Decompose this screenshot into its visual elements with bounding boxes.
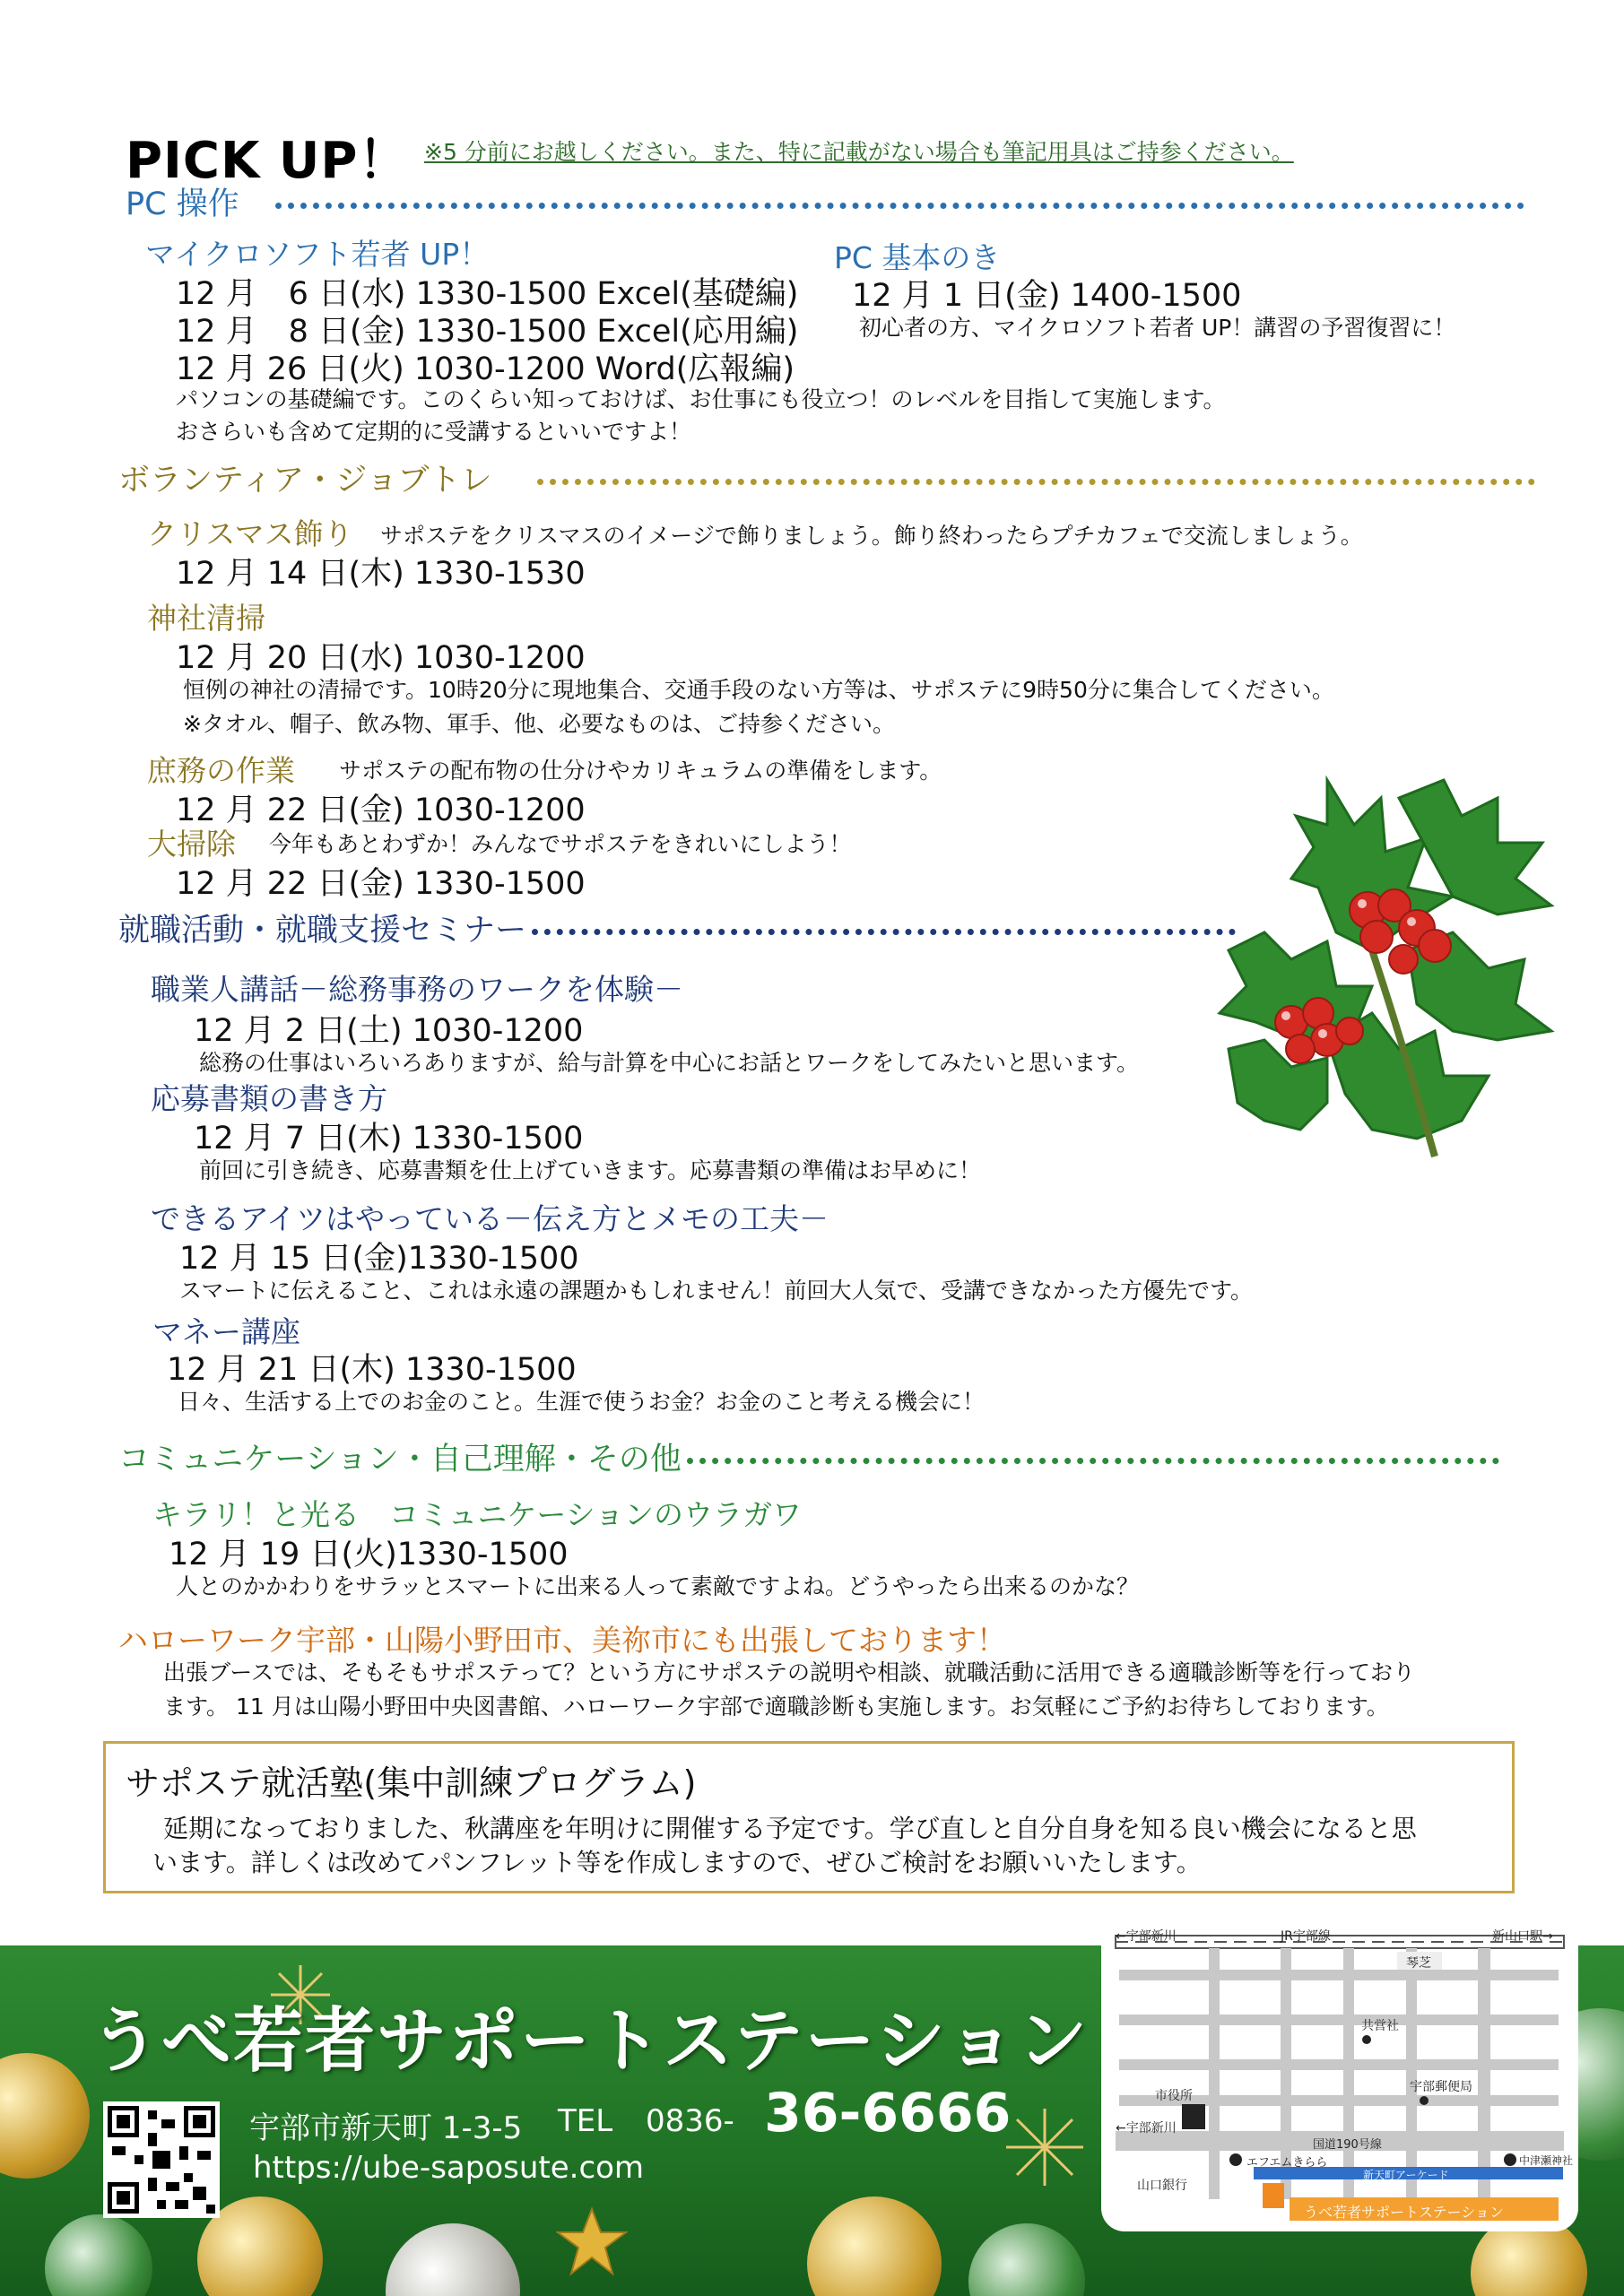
tel-prefix: 0836- (646, 2103, 734, 2139)
course-description: サポステの配布物の仕分けやカリキュラムの準備をします。 (339, 758, 942, 784)
section-pc (126, 179, 1524, 224)
course-title: キラリ！と光る コミュニケーションのウラガワ (152, 1497, 803, 1532)
course-date: 12 月 19 日(火)1330-1500 (169, 1537, 569, 1573)
section-heading-volunteer: ボランティア・ジョブトレ (118, 463, 492, 498)
course-description: 総務の仕事はいろいろありますが、給与計算を中心にお話とワークをしてみたいと思います。 (199, 1050, 1140, 1076)
course-title: 大掃除 (147, 827, 236, 862)
course-date: 12 月 7 日(木) 1330-1500 (194, 1121, 584, 1157)
course-description: スマートに伝えること、これは永遠の課題かもしれません！前回大人気で、受講できなかった方優先です。 (179, 1278, 1254, 1304)
course-date: 12 月 6 日(水) 1330-1500 Excel(基礎編) (176, 276, 799, 312)
course-title: PC 基本のき (834, 240, 1001, 275)
course-date: 12 月 21 日(木) 1330-1500 (167, 1352, 577, 1388)
course-description: 人とのかかわりをサラッとスマートに出来る人って素敵ですよね。どうやったら出来るのかな？ (176, 1573, 1140, 1599)
ornament-icon (386, 2223, 520, 2296)
course-date: 12 月 22 日(金) 1330-1500 (176, 866, 586, 902)
section-heading-pc: PC 操作 (126, 186, 239, 222)
organization-name: うべ若者サポートステーション (90, 2001, 1090, 2082)
map-label: うべ若者サポートステーション (1304, 2204, 1504, 2221)
hellowork-description: ます。 11 月は山陽小野田中央図書館、ハローワーク宇部で適職診断も実施します。お気軽にご予約お待ちしております。 (163, 1694, 1389, 1720)
map-label: エフエムきらら (1246, 2156, 1328, 2170)
holly-icon (1193, 744, 1569, 1210)
hellowork-title: ハローワーク宇部・山陽小野田市、美祢市にも出張しております！ (118, 1623, 1006, 1658)
map-label: JR宇部線 (1281, 1929, 1331, 1944)
course-date: 12 月 26 日(火) 1030-1200 Word(広報編) (176, 351, 795, 387)
section-divider (537, 479, 1535, 485)
course-description: 今年もあとわずか！みんなでサポステをきれいにしよう！ (269, 831, 852, 857)
map-label: 琴芝 (1406, 1956, 1431, 1971)
page-title: PICK UP！ (126, 132, 410, 190)
map-label: ←宇部新川 (1116, 2121, 1177, 2136)
course-date: 12 月 15 日(金)1330-1500 (179, 1241, 579, 1277)
map-label: 新天町アーケード (1363, 2169, 1449, 2181)
ornament-icon (968, 2223, 1085, 2296)
ornament-icon (807, 2196, 942, 2296)
ornament-icon (0, 2053, 90, 2179)
map-label: 宇部郵便局 (1410, 2080, 1472, 2094)
course-description: 前回に引き続き、応募書類を仕上げていきます。応募書類の準備はお早めに！ (199, 1157, 982, 1183)
course-title: 職業人講話－総務事務のワークを体験－ (151, 972, 683, 1007)
section-divider (275, 203, 1524, 209)
program-description: います。詳しくは改めてパンフレット等を作成しますので、ぜひご検討をお願いいたします。 (152, 1848, 1202, 1877)
qr-code-icon[interactable] (103, 2101, 220, 2218)
course-title: マネー講座 (152, 1314, 300, 1349)
course-date: 12 月 20 日(水) 1030-1200 (176, 640, 586, 676)
program-title: サポステ就活塾(集中訓練プログラム) (126, 1763, 697, 1803)
course-description: 初心者の方、マイクロソフト若者 UP！講習の予習復習に！ (859, 315, 1456, 341)
course-title: クリスマス飾り (147, 516, 353, 551)
course-description: ※タオル、帽子、飲み物、軍手、他、必要なものは、ご持参ください。 (183, 711, 895, 737)
address: 宇部市新天町 1-3-5 (249, 2110, 523, 2146)
section-divider (687, 1458, 1499, 1464)
snowflake-icon (1004, 2107, 1085, 2188)
access-map (1101, 1916, 1578, 2231)
course-date: 12 月 2 日(土) 1030-1200 (194, 1013, 584, 1049)
course-title: 神社清掃 (147, 601, 265, 636)
course-date: 12 月 14 日(木) 1330-1530 (176, 556, 586, 592)
map-label: 新山口駅→ (1492, 1929, 1553, 1944)
course-description: 恒例の神社の清掃です。10時20分に現地集合、交通手段のない方等は、サポステに9時50分に集合してください。 (183, 677, 1334, 703)
course-description: おさらいも含めて定期的に受講するといいですよ！ (176, 419, 692, 445)
map-label: 山口銀行 (1137, 2179, 1187, 2193)
map-label: 市役所 (1155, 2089, 1193, 2103)
section-volunteer (118, 455, 1535, 500)
course-title: 庶務の作業 (147, 753, 295, 788)
section-divider (532, 929, 1236, 935)
course-description: 日々、生活する上でのお金のこと。生涯で使うお金？お金のこと考える機会に！ (178, 1389, 986, 1415)
program-description: 延期になっておりました、秋講座を年明けに開催する予定です。学び直しと自分自身を知る良い機会になると思 (163, 1814, 1417, 1843)
course-date: 12 月 8 日(金) 1330-1500 Excel(応用編) (176, 314, 799, 350)
map-label: 国道190号線 (1313, 2138, 1382, 2152)
course-date: 12 月 22 日(金) 1030-1200 (176, 793, 586, 828)
ornament-icon (45, 2214, 152, 2296)
section-heading-communication: コミュニケーション・自己理解・その他 (118, 1442, 682, 1477)
website-link[interactable]: https://ube-saposute.com (253, 2150, 645, 2186)
course-date: 12 月 1 日(金) 1400-1500 (852, 278, 1242, 314)
tel-label: TEL (558, 2103, 613, 2139)
course-title: 応募書類の書き方 (151, 1081, 387, 1116)
course-title: マイクロソフト若者 UP！ (145, 237, 490, 272)
course-description: サポステをクリスマスのイメージで飾りましょう。飾り終わったらプチカフェで交流しましょう。 (380, 523, 1363, 549)
header-note: ※5 分前にお越しください。また、特に記載がない場合も筆記用具はご持参ください。 (424, 139, 1294, 165)
map-label: 共営社 (1361, 2019, 1399, 2033)
map-label: ←宇部新川 (1116, 1929, 1177, 1944)
section-communication (118, 1434, 1499, 1479)
star-icon (556, 2205, 628, 2277)
phone-number[interactable]: 36-6666 (764, 2082, 1012, 2144)
course-description: パソコンの基礎編です。このくらい知っておけば、お仕事にも役立つ！のレベルを目指して実施します。 (176, 386, 1226, 412)
map-label: 中津瀬神社 (1519, 2154, 1574, 2167)
section-job (118, 905, 1236, 950)
course-title: できるアイツはやっている－伝え方とメモの工夫－ (151, 1201, 829, 1236)
section-heading-job: 就職活動・就職支援セミナー (118, 913, 527, 949)
hellowork-description: 出張ブースでは、そもそもサポステって？という方にサポステの説明や相談、就職活動に活用できる適職診断等を行っており (163, 1659, 1416, 1685)
